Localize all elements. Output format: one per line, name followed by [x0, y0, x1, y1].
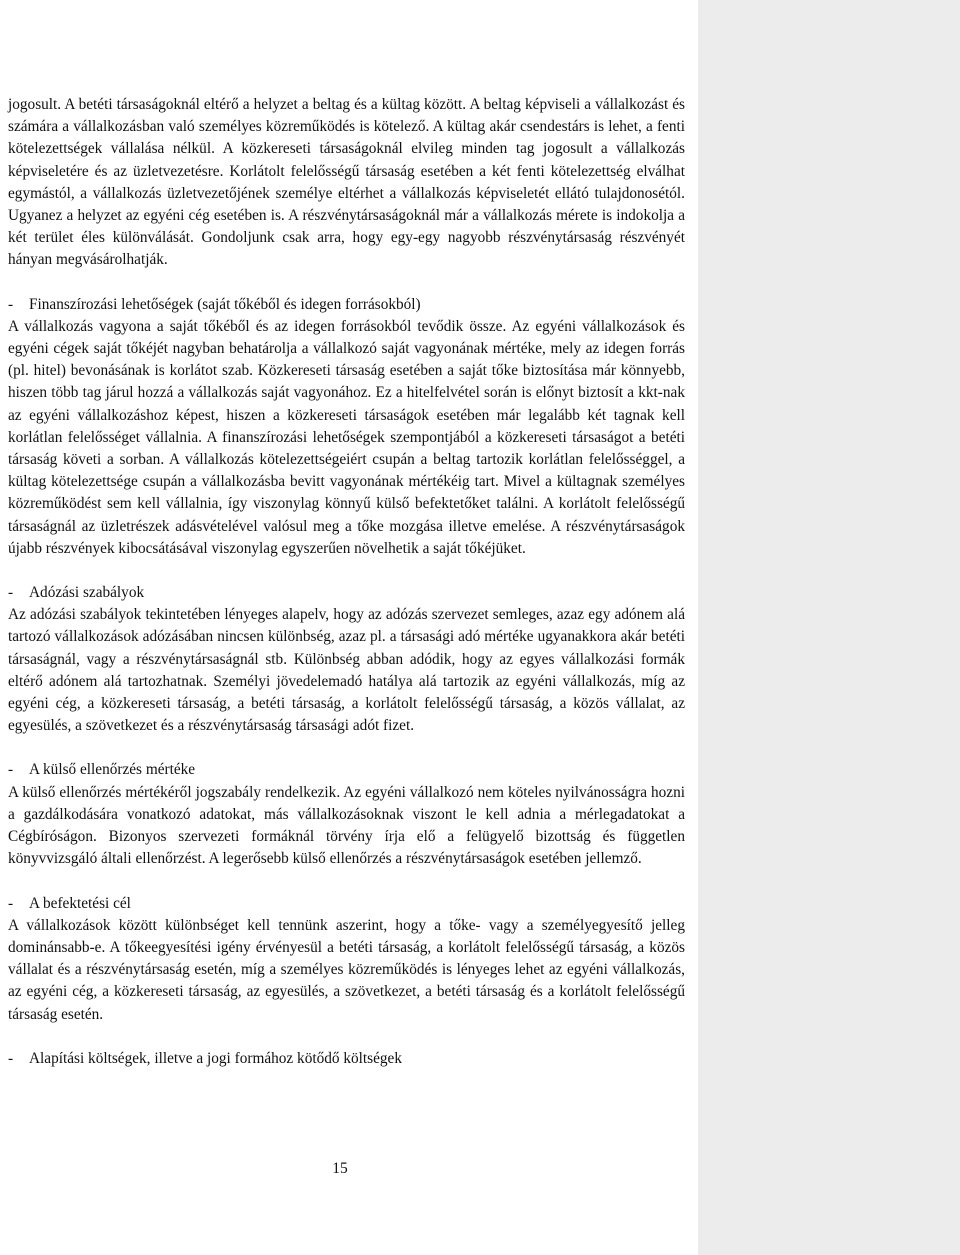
section-heading-investment	[8, 893, 685, 915]
section-heading-finance	[8, 294, 685, 316]
comment-sidebar	[698, 0, 960, 1255]
section-heading-text: A külső ellenőrzés mértéke	[29, 761, 196, 779]
section-paragraph-audit: A külső ellenőrzés mértékéről jogszabály rendelkezik. Az egyéni vállalkozó nem köteles nyilvánosságra hozni a gazdálkodására vonatkozó adatokat, más vállalkozásoknak viszont le kell adnia a mérlegadatokat a Cégbíróságon. Bizonyos szervezeti formáknál törvény írja elő a felügyelő bizottság és független könyvvizsgáló általi ellenőrzést. A legerősebb külső ellenőrzés a részvénytársaságok esetében jellemző.	[8, 783, 685, 868]
section-heading-text: Finanszírozási lehetőségek (saját tőkéből és idegen forrásokból)	[29, 295, 421, 313]
section-heading-text: Alapítási költségek, illetve a jogi formához kötődő költségek	[29, 1049, 402, 1067]
section-heading-text: A befektetési cél	[29, 894, 131, 912]
section-heading-tax	[8, 582, 685, 604]
section-heading-audit	[8, 759, 685, 781]
section-paragraph-tax: Az adózási szabályok tekintetében lényeges alapelv, hogy az adózás szervezet semleges, azaz egy adónem alá tartozó vállalkozások adózásában nincsen különbség, azaz pl. a társasági adó mértéke ugyanakkora akár betéti társaságnál, vagy a részvénytársaságnál stb. Különbség abban adódik, hogy az egyes vállalkozási formák eltérő adónem alá tartozhatnak. Személyi jövedelemadó hatálya alá tartozik az egyéni vállalkozás, míg az egyéni cég, a közkereseti társaság, a betéti társaság, a korlátolt felelősségű társaság, a közös vállalat, az egyesülés, a szövetkezet és a részvénytársaság társasági adót fizet.	[8, 606, 685, 735]
bullet-dash: -	[8, 894, 14, 912]
bullet-dash: -	[8, 584, 14, 602]
bullet-dash: -	[8, 295, 14, 313]
bullet-dash: -	[8, 1049, 14, 1067]
section-paragraph-investment: A vállalkozások között különbséget kell tennünk aszerint, hogy a tőke- vagy a személyegyesítő jelleg dominánsabb-e. A tőkeegyesítési igény érvényesül a betéti társaság, a korlátolt felelősségű társaság, a közös vállalat és a részvénytársaság esetén, míg a személyes közreműködés is lényeges lehet az egyéni vállalkozás, az egyéni cég, a közkereseti társaság, az egyesülés, a szövetkezet, a betéti társaság és a korlátolt felelősségű társaság esetén.	[8, 916, 685, 1023]
section-paragraph-finance: A vállalkozás vagyona a saját tőkéből és az idegen forrásokból tevődik össze. Az egyéni vállalkozások és egyéni cégek saját tőkéjét nagyban behatárolja a vállalkozó saját vagyonának mértéke, mely az idegen forrás (pl. hitel) bevonásának is korlátot szab. Közkereseti társaság esetében a saját tőke biztosítása már könnyebb, hiszen több tag járul hozzá a vállalkozás saját vagyonához. Ez a hitelfelvétel során is előnyt biztosít a kkt-nak az egyéni vállalkozáshoz képest, hiszen a közkereseti társaságok esetében már legalább két tagnak kell korlátlan felelősséget vállalnia. A finanszírozási lehetőségek szempontjából a közkereseti társaságot a betéti társaság követi a sorban. A vállalkozás kötelezettségeiért csupán a beltag tartozik korlátlan felelősséggel, a kültag kötelezettsége csupán a vállalkozásba bevitt vagyonának mértékéig tart. Mivel a kültagnak személyes közreműködést sem kell vállalnia, így viszonylag könnyű külső befektetőket találni. A korlátolt felelősségű társaságnál az üzletrészek adásvételével valósul meg a tőke mozgása illetve emelése. A részvénytársaságok újabb részvények kibocsátásával viszonylag egyszerűen növelhetik a saját tőkéjüket.	[8, 317, 685, 557]
intro-paragraph: jogosult. A betéti társaságoknál eltérő a helyzet a beltag és a kültag között. A beltag képviseli a vállalkozást és számára a vállalkozásban való személyes közreműködés is kötelező. A kültag akár csendestárs is lehet, a fenti kötelezettségek vállalása nélkül. A közkereseti társaságoknál elvileg minden tag jogosult a vállalkozás képviseletére és az üzletvezetésre. Korlátolt felelősségű társaság esetében a két fenti kötelezettség elválhat egymástól, a vállalkozás üzletvezetőjének személye eltérhet a vállalkozás képviseletét ellátó tulajdonosétól. Ugyanez a helyzet az egyéni cég esetében is. A részvénytársaságoknál már a vállalkozás mérete is indokolja a két terület éles különválását. Gondoljunk csak arra, hogy egy-egy nagyobb részvénytársaság részvényét hányan megvásárolhatják.	[8, 96, 685, 269]
document-body	[8, 94, 685, 1070]
bullet-dash: -	[8, 761, 14, 779]
section-heading-text: Adózási szabályok	[29, 584, 145, 602]
section-heading-founding-costs	[8, 1048, 685, 1070]
page-number: 15	[332, 1160, 348, 1177]
